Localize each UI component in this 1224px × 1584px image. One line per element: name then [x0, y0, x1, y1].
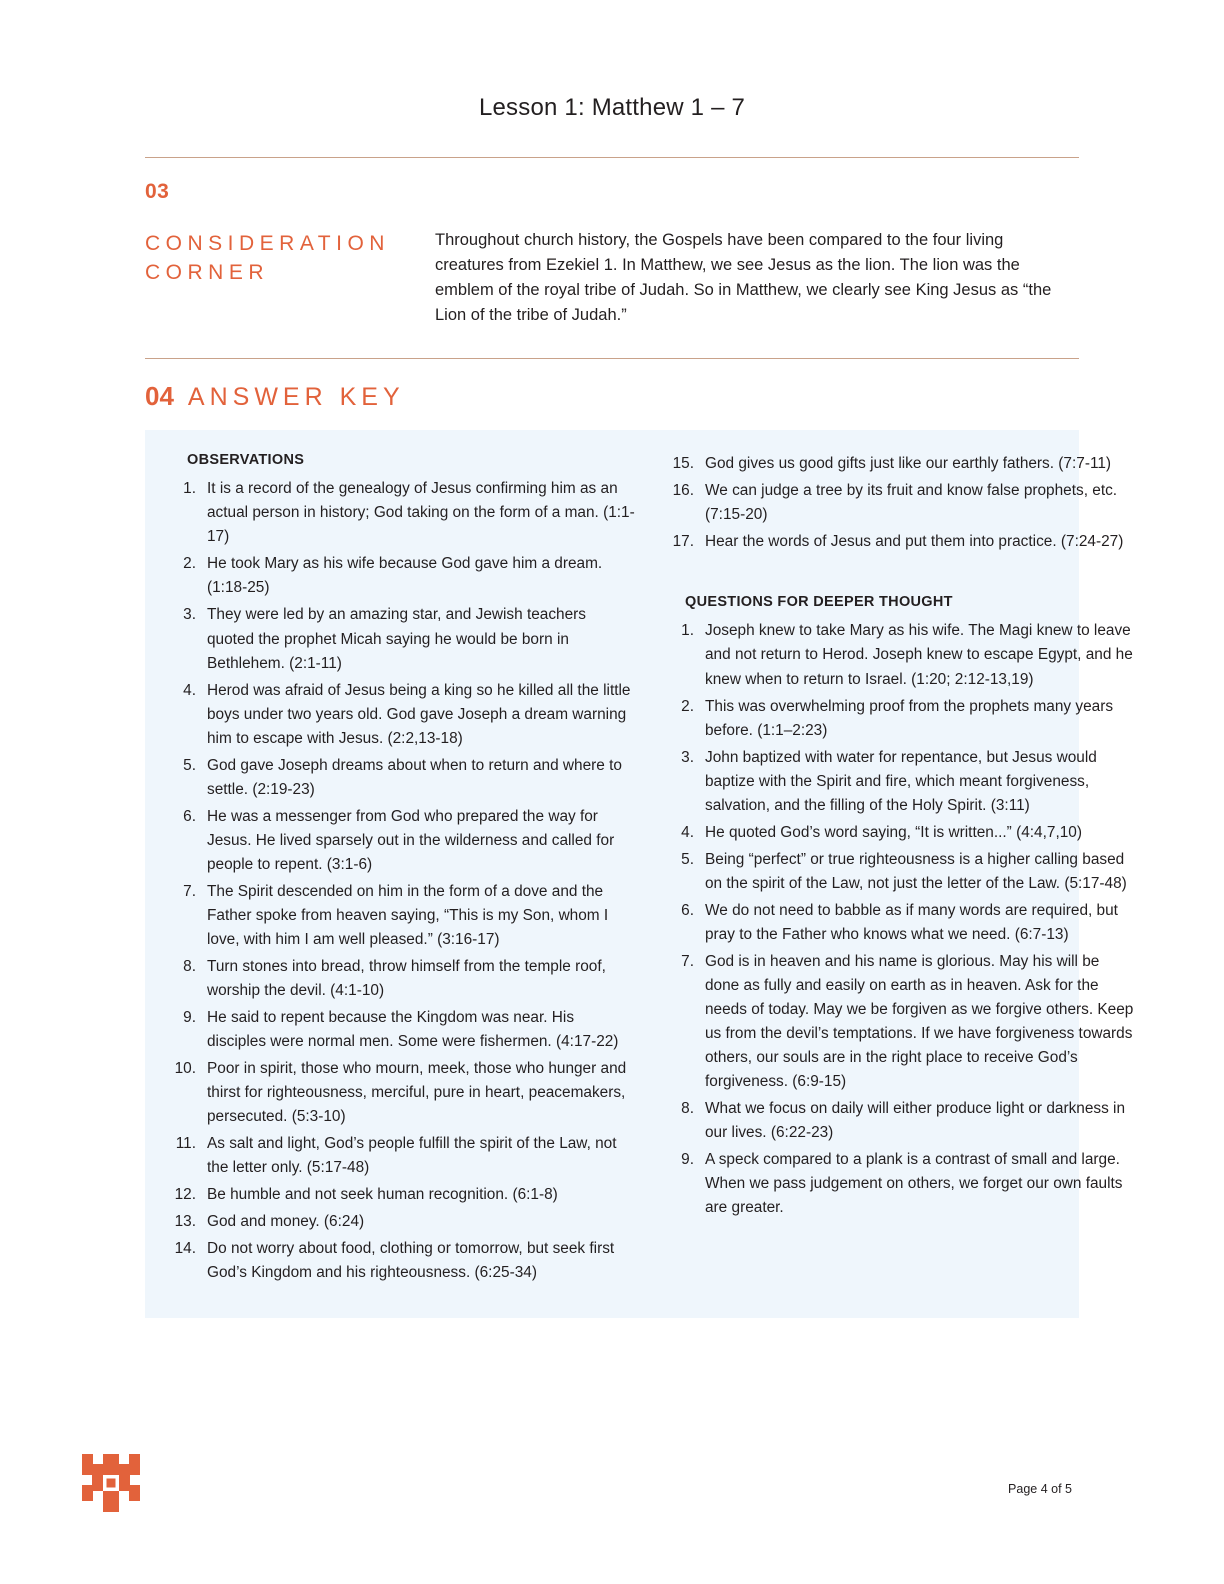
list-item: [671, 821, 1135, 845]
list-item-text: He quoted God’s word saying, “It is written...” (4:4,7,10): [705, 823, 1082, 841]
list-item-text: Hear the words of Jesus and put them into practice. (7:24-27): [705, 533, 1124, 551]
list-item-text: Do not worry about food, clothing or tomorrow, but seek first God’s Kingdom and his righteousness. (6:25-34): [207, 1240, 615, 1282]
list-item-number: 11.: [175, 1135, 196, 1153]
list-item: [671, 899, 1135, 947]
list-item-number: 5.: [681, 850, 694, 868]
observations-list-continued: [671, 452, 1135, 554]
list-item: [671, 848, 1135, 896]
list-item: [671, 746, 1135, 818]
section-heading-block: [145, 180, 435, 328]
list-item-text: Herod was afraid of Jesus being a king so he killed all the little boys under two years old. God gave Joseph a dream warning him to escape with Jesus. (2:2,13-18): [207, 681, 631, 747]
list-item-number: 7.: [183, 882, 196, 900]
questions-list: [671, 619, 1135, 1220]
list-item-number: 17.: [672, 533, 694, 551]
answer-column-left: [173, 452, 637, 1288]
questions-heading: QUESTIONS FOR DEEPER THOUGHT: [685, 594, 953, 611]
list-item-number: 2.: [183, 555, 196, 573]
list-item: [173, 477, 637, 549]
answer-column-right: [671, 452, 1135, 1288]
section-answer-key-heading: [0, 359, 1224, 412]
list-item: [173, 552, 637, 600]
section-number: 03: [145, 180, 170, 203]
page-footer: [0, 1444, 1224, 1584]
section-label: CONSIDERATION CORNER: [145, 232, 390, 284]
list-item-text: Being “perfect” or true righteousness is a higher calling based on the spirit of the Law, not just the letter of the Law. (5:17-48): [705, 850, 1127, 892]
list-item-text: The Spirit descended on him in the form of a dove and the Father spoke from heaven saying, “This is my Son, whom I love, with him I am well pleased.” (3:16-17): [207, 882, 609, 948]
list-item-number: 8.: [681, 1100, 694, 1118]
list-item-number: 4.: [681, 823, 694, 841]
list-item-text: John baptized with water for repentance, but Jesus would baptize with the Spirit and fire, which meant forgiveness, salvation, and the filling of the Holy Spirit. (3:11): [705, 748, 1097, 814]
list-item: [173, 1006, 637, 1054]
list-item: [671, 1097, 1135, 1145]
list-item-text: Be humble and not seek human recognition. (6:1-8): [207, 1186, 558, 1204]
list-item-number: 1.: [681, 622, 694, 640]
list-item-text: Joseph knew to take Mary as his wife. The Magi knew to leave and not return to Herod. Joseph knew to escape Egypt, and he knew when to return to Israel. (1:20; 2:12-13,19): [705, 622, 1133, 688]
list-item-number: 3.: [681, 748, 694, 766]
list-item-text: This was overwhelming proof from the prophets many years before. (1:1–2:23): [705, 697, 1114, 739]
list-item: [173, 754, 637, 802]
answer-key-panel: [145, 430, 1134, 1318]
list-item: [671, 1148, 1135, 1220]
list-item: [173, 805, 637, 877]
list-item-text: It is a record of the genealogy of Jesus confirming him as an actual person in history; God taking on the form of a man. (1:1-17): [207, 480, 635, 546]
list-item-text: They were led by an amazing star, and Jewish teachers quoted the prophet Micah saying he would be born in Bethlehem. (2:1-11): [207, 606, 586, 672]
list-item-text: God is in heaven and his name is glorious. May his will be done as fully and easily on earth as in heaven. Ask for the needs of today. May we be forgiven as we forgive others. Keep us from the devil’s temptations. If we have forgiveness towards others, our souls are in the right place to receive God’s forgiveness. (6:9-15): [705, 952, 1134, 1090]
observations-heading: OBSERVATIONS: [187, 452, 305, 469]
list-item-number: 5.: [183, 756, 196, 774]
list-item: [173, 1057, 637, 1129]
section-body-text: Throughout church history, the Gospels have been compared to the four living creatures from Ezekiel 1. In Matthew, we see Jesus as the lion. The lion was the emblem of the royal tribe of Judah. So in Matthew, we clearly see King Jesus as “the Lion of the tribe of Judah.”: [435, 231, 1052, 325]
list-item-text: As salt and light, God’s people fulfill the spirit of the Law, not the letter only. (5:17-48): [207, 1135, 617, 1177]
list-item-text: God gives us good gifts just like our earthly fathers. (7:7-11): [705, 455, 1112, 473]
list-item: [173, 1237, 637, 1285]
list-item: [671, 950, 1135, 1094]
section-number: 04: [145, 381, 174, 412]
list-item: [671, 479, 1135, 527]
list-item-text: He said to repent because the Kingdom was near. His disciples were normal men. Some were fishermen. (4:17-22): [207, 1008, 619, 1050]
divider-top: [145, 157, 1079, 158]
observations-list: [173, 477, 637, 1285]
list-item: [671, 530, 1135, 554]
list-item-number: 15.: [672, 455, 694, 473]
list-item-text: We can judge a tree by its fruit and know false prophets, etc. (7:15-20): [705, 482, 1118, 524]
list-item: [173, 1132, 637, 1180]
list-item-text: He took Mary as his wife because God gave him a dream. (1:18-25): [207, 555, 603, 597]
list-item: [173, 955, 637, 1003]
list-item-number: 14.: [174, 1240, 196, 1258]
list-item: [671, 619, 1135, 691]
list-item-number: 16.: [672, 482, 694, 500]
list-item-number: 10.: [174, 1060, 196, 1078]
list-item-number: 4.: [183, 681, 196, 699]
cross-logo-icon: [82, 1454, 140, 1512]
list-item: [671, 452, 1135, 476]
list-item: [671, 695, 1135, 743]
list-item-number: 9.: [183, 1008, 196, 1026]
section-label: ANSWER KEY: [187, 383, 405, 412]
list-item-text: God gave Joseph dreams about when to return and where to settle. (2:19-23): [207, 756, 622, 798]
list-item-text: A speck compared to a plank is a contrast of small and large. When we pass judgement on others, we forget our own faults are greater.: [705, 1151, 1123, 1217]
list-item: [173, 880, 637, 952]
list-item: [173, 603, 637, 675]
list-item-number: 6.: [183, 807, 196, 825]
list-item: [173, 1210, 637, 1234]
list-item-number: 13.: [174, 1213, 196, 1231]
list-item-number: 9.: [681, 1151, 694, 1169]
list-item-number: 2.: [681, 697, 694, 715]
list-item-text: God and money. (6:24): [207, 1213, 365, 1231]
list-item-number: 6.: [681, 901, 694, 919]
list-item-text: Turn stones into bread, throw himself from the temple roof, worship the devil. (4:1-10): [207, 957, 606, 999]
list-item: [173, 679, 637, 751]
list-item-text: What we focus on daily will either produce light or darkness in our lives. (6:22-23): [705, 1100, 1126, 1142]
list-item-number: 8.: [183, 957, 196, 975]
list-item-number: 7.: [681, 952, 694, 970]
list-item-text: Poor in spirit, those who mourn, meek, those who hunger and thirst for righteousness, merciful, pure in heart, peacemakers, persecuted. (5:3-10): [207, 1060, 627, 1126]
list-item-text: We do not need to babble as if many words are required, but pray to the Father who knows what we need. (6:7-13): [705, 901, 1118, 943]
list-item-text: He was a messenger from God who prepared the way for Jesus. He lived sparsely out in the wilderness and called for people to repent. (3:1-6): [207, 807, 615, 873]
section-consideration-corner: [0, 180, 1224, 328]
list-item-number: 3.: [183, 606, 196, 624]
page-number: Page 4 of 5: [1008, 1482, 1072, 1496]
list-item-number: 12.: [174, 1186, 196, 1204]
page-title: Lesson 1: Matthew 1 – 7: [478, 94, 746, 121]
list-item-number: 1.: [183, 480, 196, 498]
list-item: [173, 1183, 637, 1207]
